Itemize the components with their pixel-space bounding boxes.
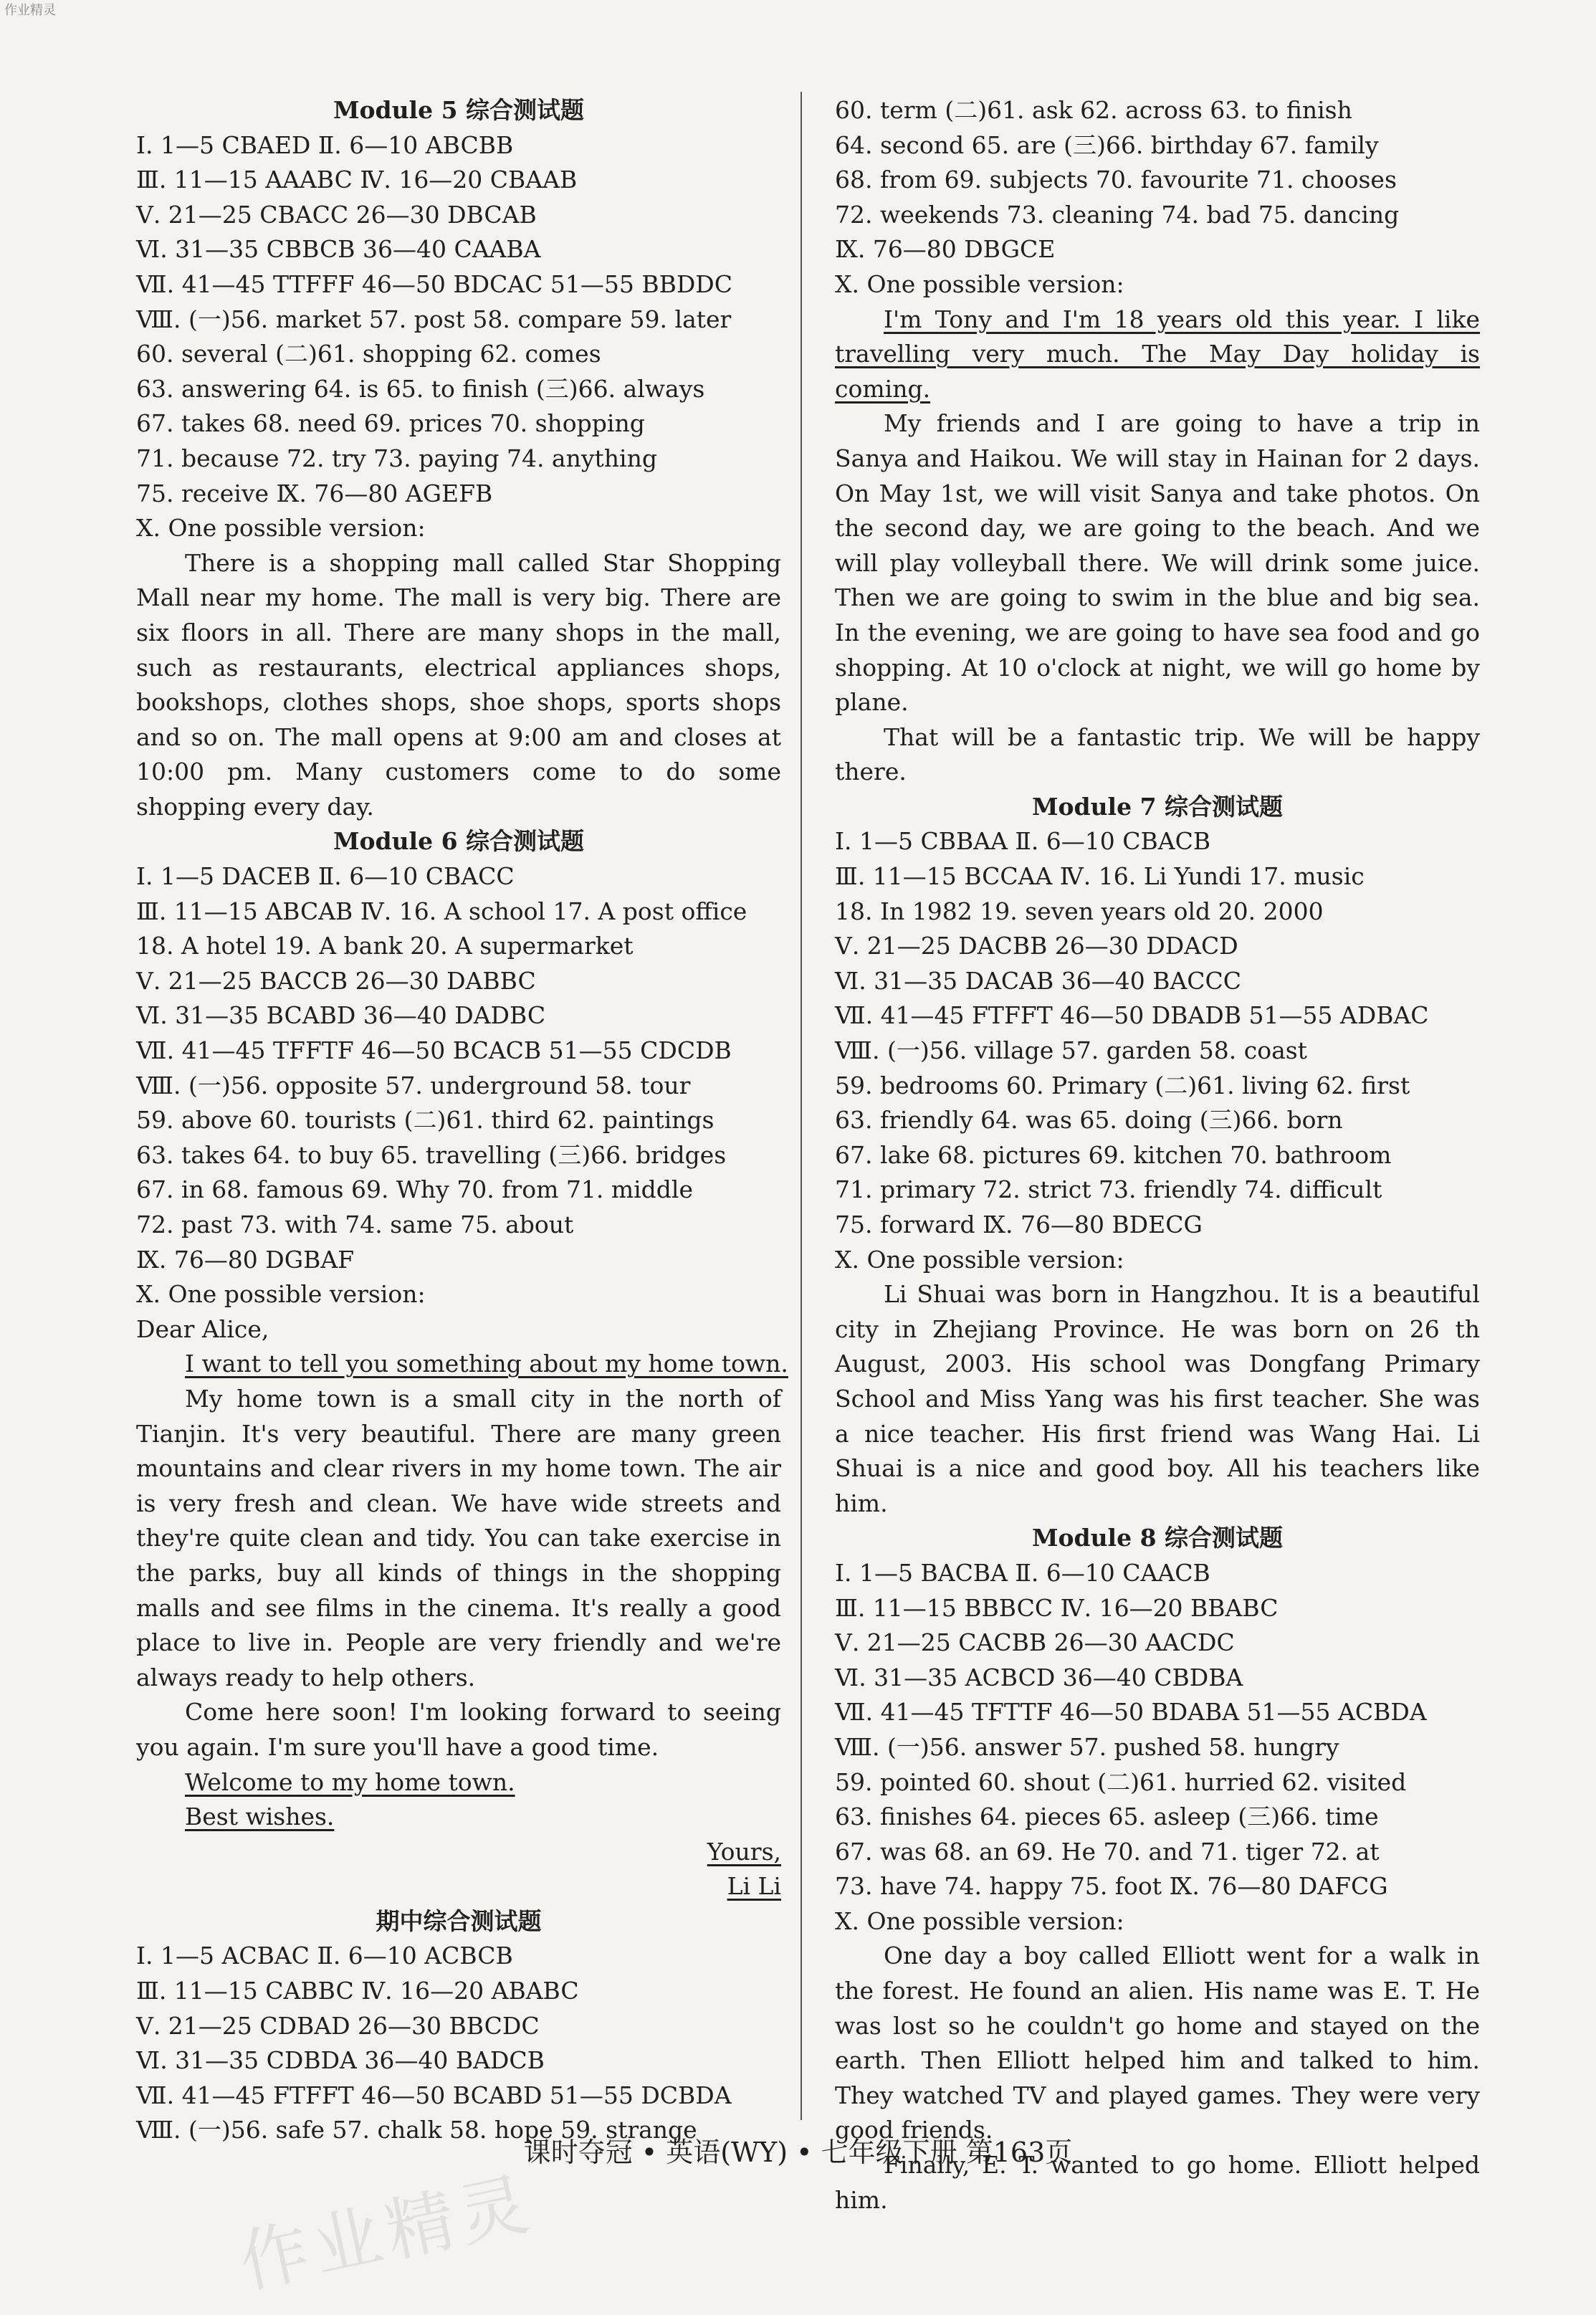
essay-paragraph: My friends and I are going to have a trip in Sanya and Haikou. We will stay in Hainan for 2 days. On May 1st, we will visit Sanya and take photos. On the second day, we are going to the beach. And we will play volleyball there. We will drink some juice. Then we are going to swim in the blue and big sea. In the evening, we are going to have sea food and go shopping. At 10 o'clock at night, we will go home by plane.: [835, 409, 1480, 717]
answer-line: Ⅰ. 1—5 BACBA Ⅱ. 6—10 CAACB: [835, 1558, 1210, 1587]
answer-line: Ⅵ. 31—35 DACAB 36—40 BACCC: [835, 966, 1242, 995]
right-column: [835, 93, 1480, 2218]
essay-paragraph: Li Shuai was born in Hangzhou. It is a beautiful city in Zhejiang Province. He was born on 26 th August, 2003. His school was Dongfang Primary School and Miss Yang was his first teacher. She was a nice teacher. His first friend was Wang Hai. Li Shuai is a nice and good boy. All his teachers like him.: [835, 1280, 1480, 1517]
section-heading: Module 6 综合测试题: [333, 827, 585, 856]
answer-line: 75. forward Ⅸ. 76—80 BDECG: [835, 1211, 1203, 1238]
answer-line: 67. in 68. famous 69. Why 70. from 71. middle: [136, 1175, 693, 1204]
essay-paragraph: Come here soon! I'm looking forward to seeing you again. I'm sure you'll have a good time.: [136, 1698, 781, 1761]
answer-line: 63. friendly 64. was 65. doing (三)66. born: [835, 1106, 1343, 1135]
answer-line: 72. past 73. with 74. same 75. about: [136, 1211, 574, 1238]
answer-line: Ⅰ. 1—5 CBAED Ⅱ. 6—10 ABCBB: [136, 130, 514, 159]
answer-line: 18. A hotel 19. A bank 20. A supermarket: [136, 932, 634, 960]
answer-line: Ⅲ. 11—15 CABBC Ⅳ. 16—20 ABABC: [136, 1977, 579, 2005]
answer-line: 63. finishes 64. pieces 65. asleep (三)66. time: [835, 1803, 1379, 1831]
answer-line: Ⅲ. 11—15 BCCAA Ⅳ. 16. Li Yundi 17. music: [835, 862, 1365, 891]
answer-line: Ⅰ. 1—5 CBBAA Ⅱ. 6—10 CBACB: [835, 827, 1211, 856]
answer-line: 71. because 72. try 73. paying 74. anything: [136, 444, 657, 472]
answer-line: Ⅷ. (一)56. village 57. garden 58. coast: [835, 1036, 1307, 1065]
letter-signoff: [136, 1835, 781, 1870]
answer-line: Ⅴ. 21—25 CBACC 26—30 DBCAB: [136, 200, 537, 229]
page-footer: 课时夺冠 • 英语(WY) • 七年级下册 第163页: [523, 2137, 1073, 2168]
answer-line: Ⅷ. (一)56. safe 57. chalk 58. hope 59. strange: [136, 2116, 697, 2144]
answer-line: Ⅵ. 31—35 CDBDA 36—40 BADCB: [136, 2046, 545, 2075]
watermark: 作业精灵: [232, 2162, 541, 2304]
essay-paragraph-underlined: I'm Tony and I'm 18 years old this year. I like travelling very much. The May Day holiday is coming.: [835, 305, 1480, 403]
answer-line: 68. from 69. subjects 70. favourite 71. chooses: [835, 166, 1397, 194]
answer-line: Ⅵ. 31—35 CBBCB 36—40 CAABA: [136, 235, 541, 264]
answer-line: Ⅹ. One possible version:: [835, 1245, 1124, 1274]
answer-line: 59. above 60. tourists (二)61. third 62. paintings: [136, 1106, 715, 1135]
answer-line: Ⅹ. One possible version:: [136, 514, 426, 543]
answer-line: Ⅲ. 11—15 AAABC Ⅳ. 16—20 CBAAB: [136, 166, 578, 194]
answer-line: Ⅸ. 76—80 DBGCE: [835, 235, 1056, 264]
answer-line: 67. takes 68. need 69. prices 70. shopping: [136, 409, 645, 438]
answer-line: Ⅴ. 21—25 CDBAD 26—30 BBCDC: [136, 2011, 540, 2040]
answer-line: 73. have 74. happy 75. foot Ⅸ. 76—80 DAFCG: [835, 1872, 1388, 1901]
answer-line: Ⅴ. 21—25 BACCB 26—30 DABBC: [136, 966, 536, 995]
answer-line: Ⅶ. 41—45 FTFFT 46—50 DBADB 51—55 ADBAC: [835, 1001, 1429, 1030]
answer-line: 18. In 1982 19. seven years old 20. 2000: [835, 897, 1324, 925]
answer-line: Ⅷ. (一)56. market 57. post 58. compare 59. later: [136, 305, 732, 333]
answer-line: 72. weekends 73. cleaning 74. bad 75. dancing: [835, 200, 1400, 229]
essay-paragraph: One day a boy called Elliott went for a walk in the forest. He found an alien. His name was E. T. He was lost so he couldn't go home and stayed on the earth. Then Elliott helped him and talked to him. They watched TV and played games. They were very good friends.: [835, 1942, 1480, 2144]
answer-line: 60. several (二)61. shopping 62. comes: [136, 340, 601, 368]
answer-line: 63. answering 64. is 65. to finish (三)66. always: [136, 374, 705, 403]
answer-line: Ⅰ. 1—5 DACEB Ⅱ. 6—10 CBACC: [136, 862, 515, 891]
answer-line: 71. primary 72. strict 73. friendly 74. difficult: [835, 1175, 1382, 1204]
answer-line: Ⅶ. 41—45 TTFFF 46—50 BDCAC 51—55 BBDDC: [136, 269, 732, 298]
signoff-text: Li Li: [727, 1872, 781, 1901]
corner-mark: 作业精灵: [4, 3, 56, 18]
answer-line: Ⅹ. One possible version:: [835, 269, 1124, 298]
answer-line: 63. takes 64. to buy 65. travelling (三)66. bridges: [136, 1140, 727, 1169]
section-heading: Module 7 综合测试题: [1031, 792, 1284, 821]
letter-line-underlined: Welcome to my home town.: [185, 1767, 515, 1796]
answer-line: 67. was 68. an 69. He 70. and 71. tiger 72. at: [835, 1837, 1380, 1866]
answer-line: Ⅶ. 41—45 TFTTF 46—50 BDABA 51—55 ACBDA: [835, 1698, 1427, 1727]
answer-line: 64. second 65. are (三)66. birthday 67. family: [835, 130, 1379, 159]
answer-line: Ⅸ. 76—80 DGBAF: [136, 1245, 355, 1274]
letter-signoff: [136, 1869, 781, 1904]
answer-line: Ⅶ. 41—45 FTFFT 46—50 BCABD 51—55 DCBDA: [136, 2081, 732, 2109]
answer-line: Ⅵ. 31—35 ACBCD 36—40 CBDBA: [835, 1663, 1243, 1691]
answer-line: 59. bedrooms 60. Primary (二)61. living 62. first: [835, 1071, 1410, 1099]
essay-paragraph: My home town is a small city in the north of Tianjin. It's very beautiful. There are many green mountains and clear rivers in my home town. The air is very fresh and clean. We have wide streets and they're quite clean and tidy. You can take exercise in the parks, buy all kinds of things in the shopping malls and see films in the cinema. It's really a good place to live in. People are very friendly and we're always ready to help others.: [136, 1384, 781, 1691]
left-column: [136, 93, 788, 2148]
essay-paragraph: There is a shopping mall called Star Shopping Mall near my home. The mall is very big. There are six floors in all. There are many shops in the mall, such as restaurants, electrical appliances shops, bookshops, clothes shops, shoe shops, sports shops and so on. The mall opens at 9:00 am and closes at 10:00 pm. Many customers come to do some shopping every day.: [136, 548, 781, 821]
letter-line-underlined: I want to tell you something about my home town.: [185, 1350, 788, 1378]
answer-line: 60. term (二)61. ask 62. across 63. to finish: [835, 96, 1352, 124]
answer-line: Ⅴ. 21—25 CACBB 26—30 AACDC: [835, 1628, 1235, 1657]
answer-line: Ⅷ. (一)56. opposite 57. underground 58. tour: [136, 1071, 691, 1099]
answer-line: 75. receive Ⅸ. 76—80 AGEFB: [136, 479, 493, 507]
answer-line: Ⅶ. 41—45 TFFTF 46—50 BCACB 51—55 CDCDB: [136, 1036, 732, 1065]
answer-line: Ⅴ. 21—25 DACBB 26—30 DDACD: [835, 932, 1238, 960]
letter-line-underlined: Best wishes.: [185, 1803, 335, 1831]
answer-line: 67. lake 68. pictures 69. kitchen 70. bathroom: [835, 1140, 1392, 1169]
essay-paragraph: That will be a fantastic trip. We will be happy there.: [835, 722, 1480, 786]
answer-line: Ⅲ. 11—15 ABCAB Ⅳ. 16. A school 17. A post office: [136, 897, 747, 925]
answer-line: Ⅹ. One possible version:: [835, 1906, 1124, 1935]
answer-line: Ⅵ. 31—35 BCABD 36—40 DADBC: [136, 1001, 546, 1030]
section-heading: Module 8 综合测试题: [1031, 1524, 1284, 1552]
section-heading: 期中综合测试题: [376, 1906, 542, 1935]
answer-line: Ⅲ. 11—15 BBBCC Ⅳ. 16—20 BBABC: [835, 1593, 1279, 1622]
column-divider: [801, 92, 802, 2120]
section-heading: Module 5 综合测试题: [333, 96, 585, 124]
answer-line: Dear Alice,: [136, 1314, 269, 1343]
answer-line: Ⅰ. 1—5 ACBAC Ⅱ. 6—10 ACBCB: [136, 1942, 513, 1970]
answer-line: Ⅹ. One possible version:: [136, 1280, 426, 1309]
answer-line: 59. pointed 60. shout (二)61. hurried 62. visited: [835, 1767, 1407, 1796]
signoff-text: Yours,: [707, 1837, 781, 1866]
answer-line: Ⅷ. (一)56. answer 57. pushed 58. hungry: [835, 1732, 1339, 1761]
essay-paragraph: Finally, E. T. wanted to go home. Elliott helped him.: [835, 2151, 1480, 2214]
